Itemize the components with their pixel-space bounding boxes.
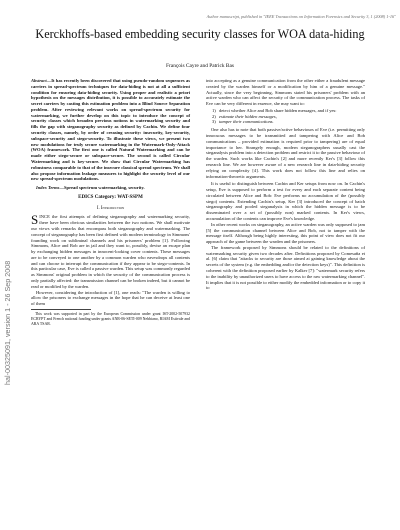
- right-column: [206, 78, 365, 291]
- footnote-rule: [31, 309, 91, 310]
- abstract-lead: Abstract: [31, 78, 47, 83]
- authors: François Cayre and Patrick Bas: [166, 63, 234, 69]
- right-paragraph-2: One also has to note that both passive/active behaviours of Eve (i.e. permitting only innocuous messages to be transmitted and tampering with Alice and Bob communications – provided estimation is required prior to tampering) are of equal importance to her. Strangely enough, modern steganographers usually cast the steganalysis problem into a detection problem and restrict it to the passive behaviour of the warden. Such works like Cachin's [2] and more recently Ker's [3] follow this research line. We are however aware of a new research line in data-hiding security relying on complexity [4]. This work does not follow this line and relies on information-theoretic arguments.: [206, 127, 365, 179]
- right-paragraph-1: into accepting as a genuine communication from the other either a fraudulent message created by the warden himself or a modification by him of a genuine message." Actually, since the very beginning, Simmons stated his prisoners' problem with an active warden who can affect the security of the communication process. The tasks of Eve can be very different in essence, she may want to:: [206, 78, 365, 107]
- hal-identifier: [3, 210, 13, 385]
- publication-note: Author manuscript, published in "IEEE Transactions on Information Forensics and Security 3, 1 (2008) 1-16": [206, 14, 396, 19]
- index-terms-text: —Spread spectrum watermarking, security.: [59, 185, 145, 191]
- left-column: [31, 78, 190, 327]
- right-paragraph-3: It is useful to distinguish between Cachin and Ker setups from now on. In Cachin's setup, Eve is supposed to perform a test for every and each separate content being circulated between Alice and Bob: Eve performs no accumulation of the (possibly stego) contents. Extending Cachin's setup, Ker [3] introduced the concept of batch steganography and pooled steganalysis in which the hidden message is to be disseminated over a set of (possibly non) marked contents. In Ker's views, accumulation of the contents can improve Eve's knowledge.: [206, 181, 365, 221]
- index-terms-lead: Index Terms: [36, 185, 60, 191]
- intro-paragraph-2: However, considering the introduction of [1], one reads: "The warden is willing to allow the prisoners to exchange messages in the hope that he can deceive at least one of them: [31, 289, 190, 307]
- abstract-text: —It has recently been discovered that using pseudo-random sequences as carriers in spread-spectrum techniques for data-hiding is not at all a sufficient condition for ensuring data-hiding security. Using proper and realistic a priori hypothesis on the messages distribution, it is possible to accurately estimate the secret carriers by casting this estimation problem into a Blind Source Separation problem. After reviewing relevant works on spread-spectrum security for watermarking, we further develop on this topic to introduce the concept of security classes which broaden previous notions in watermarking security and fills the gap with steganography security as defined by Cachin. We define four security classes, namely, by order of creasing security: insecurity, key-security, subspace-security and stego-security. To illustrate these views, we present two new modulations for truly secure watermarking in the Watermark-Only-Attack (WOA) framework. The first one is called Natural Watermarking and can be made either stego-secure or subspace-secure. The second is called Circular Watermarking and is key-secure. We show that Circular Watermarking has robustness comparable to that of the insecure classical spread spectrum. We shall also propose information leakage measures to highlight the security level of our new spread-spectrum modulations.: [31, 78, 190, 182]
- hal-identifier-text: hal-00325091, version 1 - 26 Sep 2008: [3, 260, 12, 385]
- paper-title: Kerckhoffs-based embedding security classes for WOA data-hiding: [35, 27, 365, 41]
- intro-paragraph-1-text: INCE the first attempts of defining steganography and watermarking security, there have been obvious similarities between the two notions. We shall motivate our views with remarks that encompass both steganography and watermarking. The concept of steganography has been first defined with modern terminology in Simmons' founding work on subliminal channels and his prisoners' problem [1]. Following Simmons, Alice and Bob are in jail and they want to, possibly, devise an escape plan by exchanging hidden messages in innocent-looking cover contents. These messages are to be conveyed to one another by a common warden who eavesdrops all contents and can choose to interrupt the communication if they appear to be stego-contents. In this particular case, Eve is called a passive warden. This setup was commonly regarded as Simmons' original problem in which the security of the communication process is only partially affected: the transmission channel can be broken indeed, but it cannot be read or modified by the warden.: [31, 214, 190, 289]
- list-item: 1) detect whether Alice and Bob share hidden messages, and if yes:: [212, 107, 337, 113]
- right-paragraph-4: In other recent works on steganography, an active warden was only supposed to jam [5] the communication channel between Alice and Bob, not to tamper with the message itself. Although being highly interesting, this point of view does not fit our approach of the game between the warden and the prisoners.: [206, 221, 365, 245]
- section-heading: I. Introduction: [96, 205, 125, 211]
- drop-cap: S: [31, 212, 39, 228]
- intro-paragraph-1: [31, 214, 190, 289]
- right-paragraph-5: The framework proposed by Simmons should be related to the definitions of watermarking security given two decades after. Definitions proposed by Comesaña et al. [6] claim that "attacks to security are those aimed at gaining knowledge about the secrets of the system (e.g. the embedding and/or the detection keys)". This definition is coherent with the definition proposed earlier by Kalker [7]: "watermark security refers to the inability by unauthorized users to have access to the raw watermarking channel". It implies that it is not possible to either modify the embedded information or to copy it to: [206, 244, 365, 291]
- edics-category: EDICS Category: WAT-SSPM: [78, 194, 143, 200]
- footnote: This work was supported in part by the European Commission under grant IST-2002-507932 ECRYPT and French national funding under grants ANR-06-SETI-009 Nebbiano, RIAM Estivale and ARA TSAR.: [31, 311, 190, 326]
- abstract: [31, 78, 190, 182]
- list-item: 2) estimate their hidden messages,: [212, 113, 277, 119]
- index-terms: [31, 185, 190, 191]
- eve-tasks-list: [212, 108, 365, 125]
- list-item: 3) tamper their communications.: [212, 119, 274, 125]
